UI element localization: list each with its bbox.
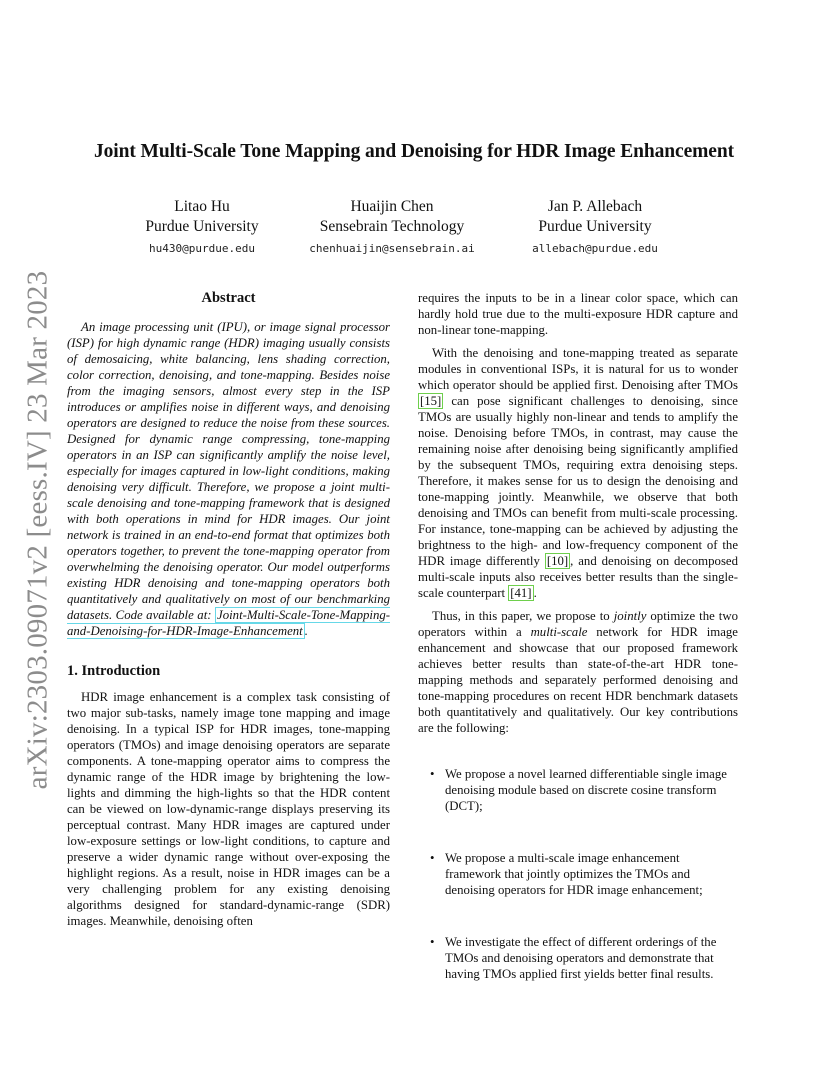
list-item: • We propose a novel learned differentiable single image denoising module based on discrete cosine transform (DCT);: [418, 766, 738, 814]
left-column: [67, 290, 390, 929]
text-span: Thus, in this paper, we propose to: [432, 609, 610, 623]
author-affiliation: Sensebrain Technology: [319, 218, 465, 235]
paper-title: Joint Multi-Scale Tone Mapping and Denoising for HDR Image Enhancement: [94, 141, 734, 162]
arxiv-watermark: [18, 270, 58, 790]
abstract-text: An image processing unit (IPU), or image signal processor (ISP) for high dynamic range (HDR) imaging usually consists of demosaicing, white balancing, lens shading correction, color correction, denoising, and tone-mapping. Besides noise from the imaging sensors, almost every step in the ISP introduces or amplifies noise in different ways, and denoising operators are designed to reduce the noise from these sources. Designed for dynamic range compressing, tone-mapping operators in an ISP can significantly amplify the noise level, especially for images captured in low-light conditions, making denoising very difficult. Therefore, we propose a joint multi-scale denoising and tone-mapping framework that is designed with both operations in mind for HDR images. Our joint network is trained in an end-to-end format that optimizes both operators together, to prevent the tone-mapping operator from overwhelming the denoising operator. Our model outperforms existing HDR denoising and tone-mapping operators both quantitatively and qualitatively on most of our benchmarking datasets. Code available at:: [67, 320, 390, 622]
text-span: , and denoising on decomposed multi-scale inputs also receives better results than the single-scale counterpart: [418, 554, 738, 600]
author-block: [485, 197, 705, 259]
intro-paragraph: HDR image enhancement is a complex task consisting of two major sub-tasks, namely image tone mapping and image denoising. In a typical ISP for HDR images, tone-mapping operators (TMOs) and image denoising operators are separate components. A tone-mapping operator aims to compress the dynamic range of the HDR image by brightening the low-lights and dimming the high-lights so that the HDR content can be viewed on low-dynamic-range displays preserving its perceptual contrast. Many HDR images are captured under low-exposure settings or low-light conditions, to capture and preserve a wider dynamic range without over-exposing the highlight regions. As a result, noise in HDR images can be a very challenging problem for any existing denoising algorithms designed for standard-dynamic-range (SDR) images. Meanwhile, denoising often: [67, 690, 390, 928]
abstract-end: .: [304, 624, 308, 638]
list-item: • We investigate the effect of different orderings of the TMOs and denoising operators and demonstrate that having TMOs applied first yields better final results.: [418, 934, 738, 982]
section-heading: 1. Introduction: [67, 663, 161, 679]
intro-paragraph: [418, 345, 738, 601]
author-email: hu430@purdue.edu: [149, 242, 255, 255]
author-email: allebach@purdue.edu: [532, 242, 658, 255]
emphasis: jointly: [613, 609, 647, 623]
citation-link[interactable]: [15]: [420, 394, 442, 408]
text-span: .: [533, 586, 537, 600]
text-span: network for HDR image enhancement and showcase that our proposed framework achieves better results than state-of-the-art HDR tone-mapping methods and separately performed denoising and tone-mapping procedures on recent HDR benchmark datasets both quantitatively and qualitatively. Our key contributions are the following:: [418, 625, 738, 735]
abstract-heading: Abstract: [201, 290, 256, 306]
author-email: chenhuaijin@sensebrain.ai: [309, 242, 475, 255]
abstract: [67, 319, 390, 639]
author-block: [282, 197, 502, 259]
text-span: can pose significant challenges to denoising, since TMOs are usually highly non-linear and tends to amplify the noise. Denoising before TMOs, in contrast, may cause the remaining noise after denoising being significantly amplified by the subsequent TMOs, requiring extra denoising steps. Therefore, it makes sense for us to design the denoising and tone-mapping jointly. Meanwhile, we observe that both denoising and TMOs can benefit from multi-scale processing. For instance, tone-mapping can be achieved by adjusting the brightness to the high- and low-frequency component of the HDR image differently: [418, 394, 738, 568]
emphasis: multi-scale: [530, 625, 588, 639]
author-name: Jan P. Allebach: [547, 198, 643, 215]
text-span: With the denoising and tone-mapping treated as separate modules in conventional ISPs, it is natural for us to wonder which operator should be applied first. Denoising after TMOs: [418, 346, 738, 392]
author-name: Litao Hu: [174, 198, 230, 215]
citation-link[interactable]: [10]: [546, 554, 569, 568]
arxiv-stamp: arXiv:2303.09071v2 [eess.IV] 23 Mar 2023: [21, 270, 54, 790]
intro-paragraph: [418, 608, 738, 736]
author-block: [92, 197, 312, 259]
list-item: • We propose a multi-scale image enhancement framework that jointly optimizes the TMOs and denoising operators for HDR image enhancement;: [418, 850, 738, 898]
citation-link[interactable]: [41]: [510, 586, 532, 600]
author-affiliation: Purdue University: [145, 218, 259, 235]
intro-paragraph-continued: requires the inputs to be in a linear color space, which can hardly hold true due to the multi-exposure HDR capture and non-linear tone-mapping.: [418, 291, 738, 337]
text-span: optimize the two operators within a: [418, 609, 738, 639]
author-affiliation: Purdue University: [538, 218, 652, 235]
author-name: Huaijin Chen: [350, 198, 434, 215]
right-column: [418, 290, 738, 1018]
contribution-list: [418, 766, 738, 982]
code-link[interactable]: Joint-Multi-Scale-Tone-Mapping-and-Denoising-for-HDR-Image-Enhancement: [67, 608, 391, 638]
